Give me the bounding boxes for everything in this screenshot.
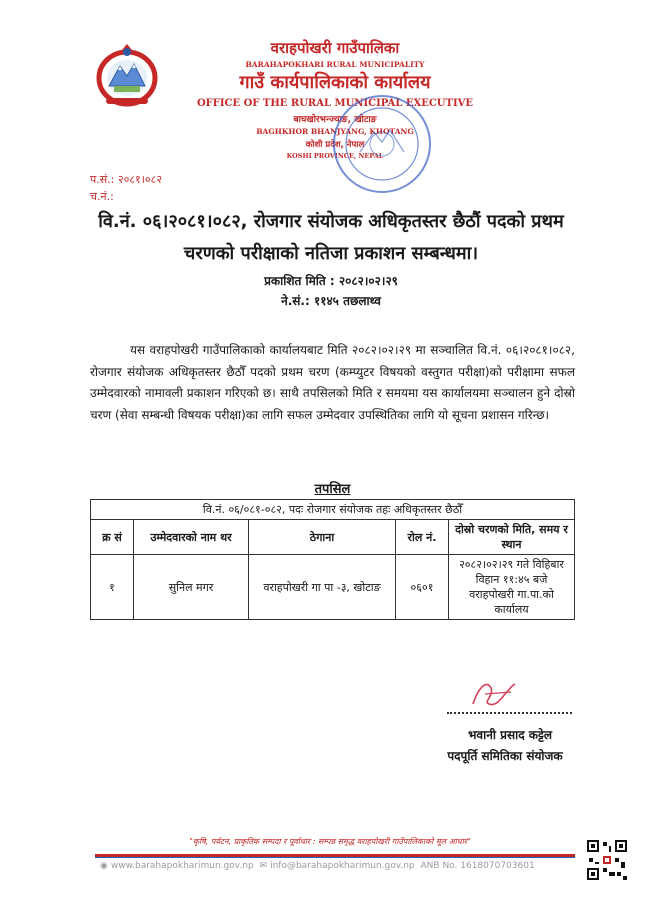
- footer-divider-blue: [95, 857, 575, 858]
- office-stamp: [330, 92, 434, 196]
- footer-anb: ANB No. 1618070703601: [420, 861, 535, 871]
- signature-mark: [465, 674, 525, 712]
- published-date: प्रकाशित मिति : २०८२।०२।२९: [264, 274, 398, 288]
- schedule-place: वराहपोखरी गा.पा.को कार्यालय: [469, 588, 554, 616]
- results-table: [90, 499, 575, 620]
- province-nepali: कोशी प्रदेश, नेपाल: [305, 140, 365, 150]
- nepal-samvat-date: ने.सं.: ११४५ तछलाथ्व: [281, 294, 381, 308]
- signature-line: [447, 710, 572, 714]
- office-name-nepali: गाउँ कार्यपालिकाको कार्यालय: [239, 72, 431, 93]
- dispatch-number: च.नं.:: [90, 190, 114, 203]
- office-name-english: OFFICE OF THE RURAL MUNICIPAL EXECUTIVE: [196, 98, 474, 109]
- schedule-date: २०८२।०२।२९ गते विहिबार: [459, 558, 564, 571]
- header-schedule: दोस्रो चरणको मिति, समय र स्थान: [449, 520, 575, 555]
- notice-body: यस वराहपोखरी गाउँपालिकाको कार्यालयबाट मिति २०८२।०२।२९ मा सञ्चालित वि.नं. ०६।२०८१।०८२, रोजगार संयोजक अधिकृतस्तर छैठौँ पदको प्रथम चरण (कम्प्युटर विषयको वस्तुगत परीक्षा)को परीक्षामा सफल उम्मेदवारको नामावली प्रकाशन गरिएको छ। साथै तपसिलको मिति र समयमा यस कार्यालयमा सञ्चालन हुने दोस्रो चरण (सेवा सम्बन्धी विषयक परीक्षा)का लागि सफल उम्मेदवार उपस्थितिका लागि यो सूचना प्रशासन गरिन्छ।: [90, 343, 575, 422]
- table-row: [91, 555, 575, 620]
- cell-schedule: [449, 555, 575, 620]
- org-name-english: BARAHAPOKHARI RURAL MUNICIPALITY: [245, 60, 425, 69]
- globe-icon: ◉: [100, 861, 108, 871]
- table-header-row: [91, 520, 575, 555]
- email-icon: ✉: [259, 861, 268, 871]
- header-roll: रोल नं.: [396, 520, 449, 555]
- footer-contact: [100, 861, 580, 871]
- header-name: उम्मेदवारको नाम थर: [134, 520, 249, 555]
- cell-sn: १: [91, 555, 134, 620]
- qr-code: [585, 838, 629, 882]
- footer-website[interactable]: www.barahapokharimun.gov.np: [110, 861, 254, 871]
- address-english: BAGHKHOR BHANJYANG, KHOTANG: [256, 127, 414, 136]
- province-english: KOSHI PROVINCE, NEPAL: [286, 152, 384, 160]
- notice-title: वि.नं. ०६।२०८१।०८२, रोजगार संयोजक अधिकृतस्तर छैठौं पदको प्रथम चरणको परीक्षाको नतिजा प्रकाशन सम्बन्धमा।: [98, 211, 564, 264]
- cell-address: वराहपोखरी गा पा -३, खोटाङ: [249, 555, 396, 620]
- header-address: ठेगाना: [249, 520, 396, 555]
- signer-name: भवानी प्रसाद कट्टेल: [468, 728, 552, 742]
- annex-title: तपसिल: [314, 482, 351, 497]
- cell-roll: ०६०१: [396, 555, 449, 620]
- header-sn: क्र सं: [91, 520, 134, 555]
- nepal-emblem-icon: [92, 44, 162, 108]
- footer-email[interactable]: info@barahapokharimun.gov.np: [270, 861, 415, 871]
- table-caption: वि.नं. ०६/०८१-०८२, पदः रोजगार संयोजक तहः अधिकृतस्तर छैठौँ: [91, 500, 575, 520]
- org-name-nepali: वराहपोखरी गाउँपालिका: [270, 39, 400, 57]
- address-nepali: बाघखोरभन्ज्याङ, खोटाङ: [293, 115, 377, 125]
- schedule-time: विहान ११:४५ बजे: [475, 573, 548, 586]
- cell-name: सुनिल मगर: [134, 555, 249, 620]
- letter-number: प.सं.: २०८१।०८२: [90, 173, 163, 186]
- footer-slogan: "कृषि, पर्यटन, प्राकृतिक सम्पदा र पूर्वाधार : सम्पन्न समृद्ध वराहपोखरी गाउँपालिकाको मूल आधार": [189, 837, 471, 846]
- signer-title: पदपूर्ति समितिका संयोजक: [447, 749, 563, 763]
